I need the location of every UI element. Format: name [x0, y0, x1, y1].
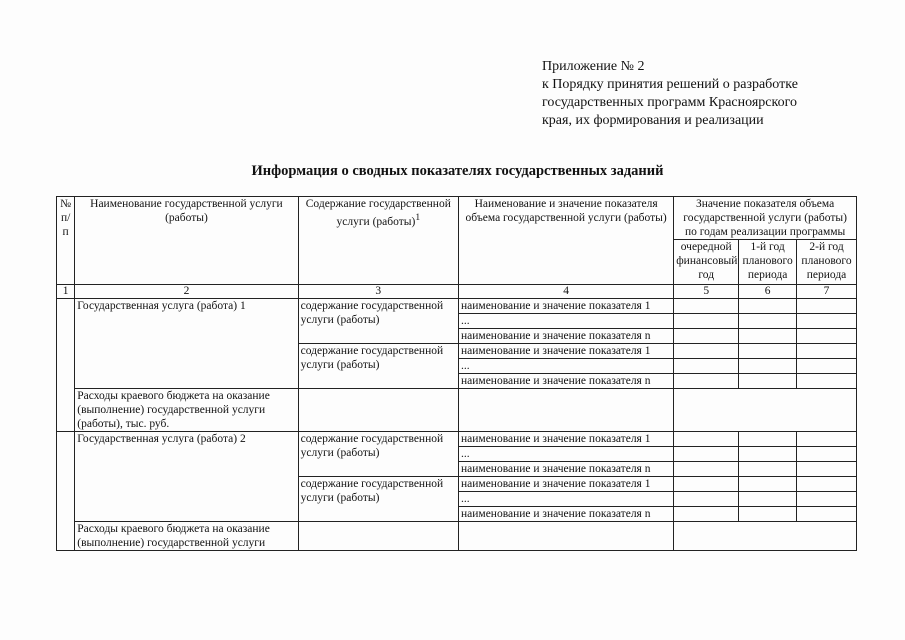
value-cell	[797, 374, 857, 389]
value-cell	[797, 477, 857, 492]
column-number: 1	[57, 285, 75, 299]
value-cell	[739, 507, 797, 522]
column-number: 6	[739, 285, 797, 299]
header-year-current: очередной финансовый год	[674, 240, 739, 285]
value-cell	[674, 507, 739, 522]
value-cell	[797, 314, 857, 329]
content-cell: содержание государственной услуги (работы)	[298, 432, 458, 477]
header-num: № п/п	[57, 197, 75, 285]
header-year-plan1: 1-й год планового периода	[739, 240, 797, 285]
header-year-plan2: 2-й год планового периода	[797, 240, 857, 285]
table-body	[57, 197, 857, 551]
value-cell	[739, 447, 797, 462]
value-cell	[674, 299, 739, 314]
header-content-footnote: 1	[415, 212, 421, 223]
document-title: Информация о сводных показателях государственных заданий	[251, 163, 664, 179]
table-row	[57, 432, 857, 447]
value-cell	[797, 329, 857, 344]
header-row	[57, 197, 857, 240]
indicator-cell: ...	[459, 447, 674, 462]
header-content-text: Содержание государственной услуги (работы)	[305, 198, 451, 228]
value-cell	[674, 329, 739, 344]
content-cell	[298, 389, 458, 432]
value-cell	[797, 344, 857, 359]
value-cell	[797, 299, 857, 314]
value-cell	[674, 314, 739, 329]
indicator-cell: наименование и значение показателя 1	[459, 477, 674, 492]
indicator-cell	[459, 389, 674, 432]
value-cell	[739, 432, 797, 447]
content-cell: содержание государственной услуги (работы)	[298, 477, 458, 522]
value-cell	[797, 492, 857, 507]
indicator-cell: наименование и значение показателя n	[459, 329, 674, 344]
value-cell	[739, 314, 797, 329]
value-cell	[674, 344, 739, 359]
header-service-name: Наименование государственной услуги (работы)	[75, 197, 298, 285]
header-content	[298, 197, 458, 285]
content-cell: содержание государственной услуги (работы)	[298, 344, 458, 389]
indicator-cell: наименование и значение показателя 1	[459, 432, 674, 447]
indicator-cell: ...	[459, 359, 674, 374]
expenses-cell: Расходы краевого бюджета на оказание (выполнение) государственной услуги	[75, 522, 298, 551]
indicator-cell: наименование и значение показателя 1	[459, 299, 674, 314]
value-cell	[739, 477, 797, 492]
column-number: 5	[674, 285, 739, 299]
indicator-cell: наименование и значение показателя n	[459, 462, 674, 477]
indicator-cell: наименование и значение показателя n	[459, 374, 674, 389]
appendix-line: края, их формирования и реализации	[542, 113, 764, 128]
service-name-cell: Государственная услуга (работа) 1	[75, 299, 298, 389]
value-cell	[674, 447, 739, 462]
value-cell	[674, 389, 857, 432]
column-number: 7	[797, 285, 857, 299]
value-cell	[739, 374, 797, 389]
appendix-block	[542, 58, 882, 130]
value-cell	[739, 359, 797, 374]
value-cell	[674, 477, 739, 492]
value-cell	[674, 374, 739, 389]
value-cell	[739, 329, 797, 344]
indicator-cell: ...	[459, 314, 674, 329]
value-cell	[674, 492, 739, 507]
value-cell	[674, 462, 739, 477]
table-row	[57, 299, 857, 314]
value-cell	[674, 432, 739, 447]
value-cell	[797, 432, 857, 447]
appendix-line: Приложение № 2	[542, 59, 645, 74]
indicator-cell: наименование и значение показателя n	[459, 507, 674, 522]
value-cell	[797, 359, 857, 374]
value-cell	[739, 492, 797, 507]
column-number: 3	[298, 285, 458, 299]
content-cell: содержание государственной услуги (работы)	[298, 299, 458, 344]
row-num-cell	[57, 432, 75, 551]
expenses-row	[57, 522, 857, 551]
header-value-group: Значение показателя объема государственной услуги (работы) по годам реализации программы	[674, 197, 857, 240]
expenses-row	[57, 389, 857, 432]
indicator-cell: ...	[459, 492, 674, 507]
value-cell	[797, 507, 857, 522]
value-cell	[739, 462, 797, 477]
appendix-line: государственных программ Красноярского	[542, 95, 797, 110]
service-name-cell: Государственная услуга (работа) 2	[75, 432, 298, 522]
indicator-cell: наименование и значение показателя 1	[459, 344, 674, 359]
column-number: 4	[459, 285, 674, 299]
value-cell	[674, 522, 857, 551]
row-num-cell	[57, 299, 75, 432]
value-cell	[674, 359, 739, 374]
value-cell	[739, 344, 797, 359]
indicator-cell	[459, 522, 674, 551]
header-indicator: Наименование и значение показателя объема государственной услуги (работы)	[459, 197, 674, 285]
indicators-table	[56, 196, 857, 551]
column-number: 2	[75, 285, 298, 299]
value-cell	[739, 299, 797, 314]
expenses-cell: Расходы краевого бюджета на оказание (выполнение) государственной услуги (работы), тыс. руб.	[75, 389, 298, 432]
value-cell	[797, 447, 857, 462]
appendix-line: к Порядку принятия решений о разработке	[542, 77, 798, 92]
content-cell	[298, 522, 458, 551]
column-numbers-row	[57, 285, 857, 299]
value-cell	[797, 462, 857, 477]
